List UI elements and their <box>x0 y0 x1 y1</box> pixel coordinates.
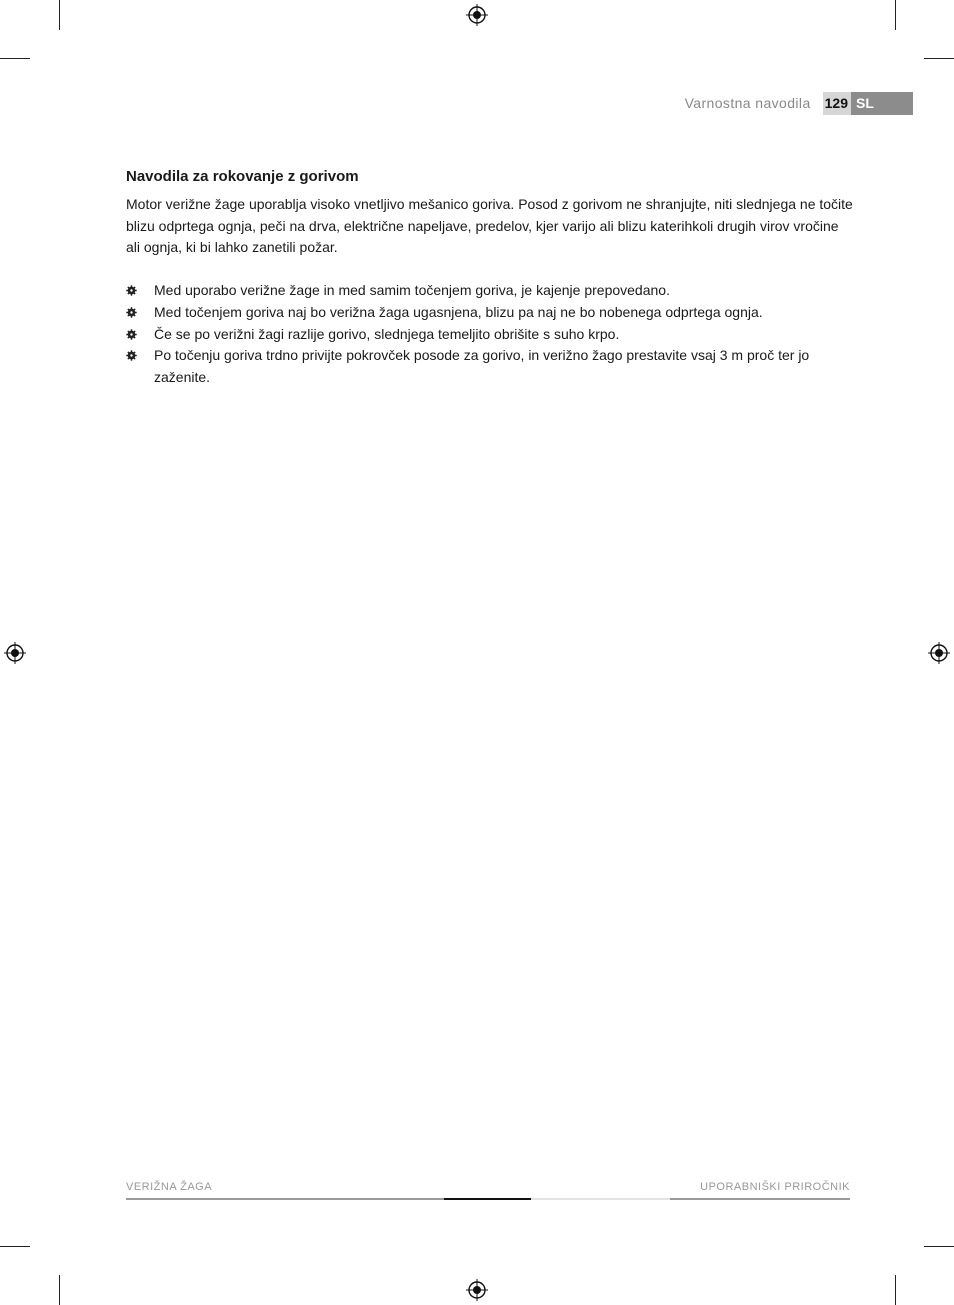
registration-mark-icon <box>4 642 26 664</box>
crop-mark <box>895 0 896 30</box>
bullet-text: Po točenju goriva trdno privijte pokrovček posode za gorivo, in verižno žago prestavite vsaj 3 m proč ter jo zaženite. <box>154 347 810 385</box>
list-item <box>126 280 856 302</box>
list-item <box>126 302 856 324</box>
registration-mark-icon <box>466 1279 488 1301</box>
section-heading: Navodila za rokovanje z gorivom <box>126 168 359 185</box>
footer-product-name: VERIŽNA ŽAGA <box>126 1181 213 1193</box>
bullet-text: Če se po verižni žagi razlije gorivo, slednjega temeljito obrišite s suho krpo. <box>154 325 620 342</box>
footer-rule <box>531 1198 670 1200</box>
registration-mark-icon <box>466 4 488 26</box>
page-number: 129 <box>823 92 851 115</box>
language-tab: SL <box>851 92 913 115</box>
crop-mark <box>924 1246 954 1247</box>
crop-mark <box>59 0 60 30</box>
list-item <box>126 345 856 388</box>
bullet-text: Med uporabo verižne žage in med samim točenjem goriva, je kajenje prepovedano. <box>154 282 670 299</box>
bullet-text: Med točenjem goriva naj bo verižna žaga ugasnjena, blizu pa naj ne bo nobenega odprtega ognja. <box>154 303 763 320</box>
intro-paragraph: Motor verižne žage uporablja visoko vnetljivo mešanico goriva. Posod z gorivom ne shranjujte, niti slednjega ne točite blizu odprtega ognja, peči na drva, električne napeljave, predelov, kjer varijo ali blizu katerihkoli drugih virov vročine ali ognja, ki bi lahko zanetili požar. <box>126 196 853 256</box>
footer-rule <box>126 1198 444 1200</box>
crop-mark <box>0 1246 30 1247</box>
main-content <box>126 167 856 389</box>
gear-bullet-icon <box>126 350 137 361</box>
page-header <box>685 92 913 115</box>
footer-rule <box>444 1198 531 1200</box>
bullet-list <box>126 280 856 389</box>
gear-bullet-icon <box>126 285 137 296</box>
gear-bullet-icon <box>126 307 137 318</box>
footer-manual-name: UPORABNIŠKI PRIROČNIK <box>700 1181 850 1193</box>
crop-mark <box>0 58 30 59</box>
list-item <box>126 324 856 346</box>
crop-mark <box>59 1275 60 1305</box>
section-title: Varnostna navodila <box>684 95 811 111</box>
gear-bullet-icon <box>126 329 137 340</box>
footer-rule <box>670 1198 850 1200</box>
crop-mark <box>895 1275 896 1305</box>
crop-mark <box>924 58 954 59</box>
registration-mark-icon <box>928 642 950 664</box>
